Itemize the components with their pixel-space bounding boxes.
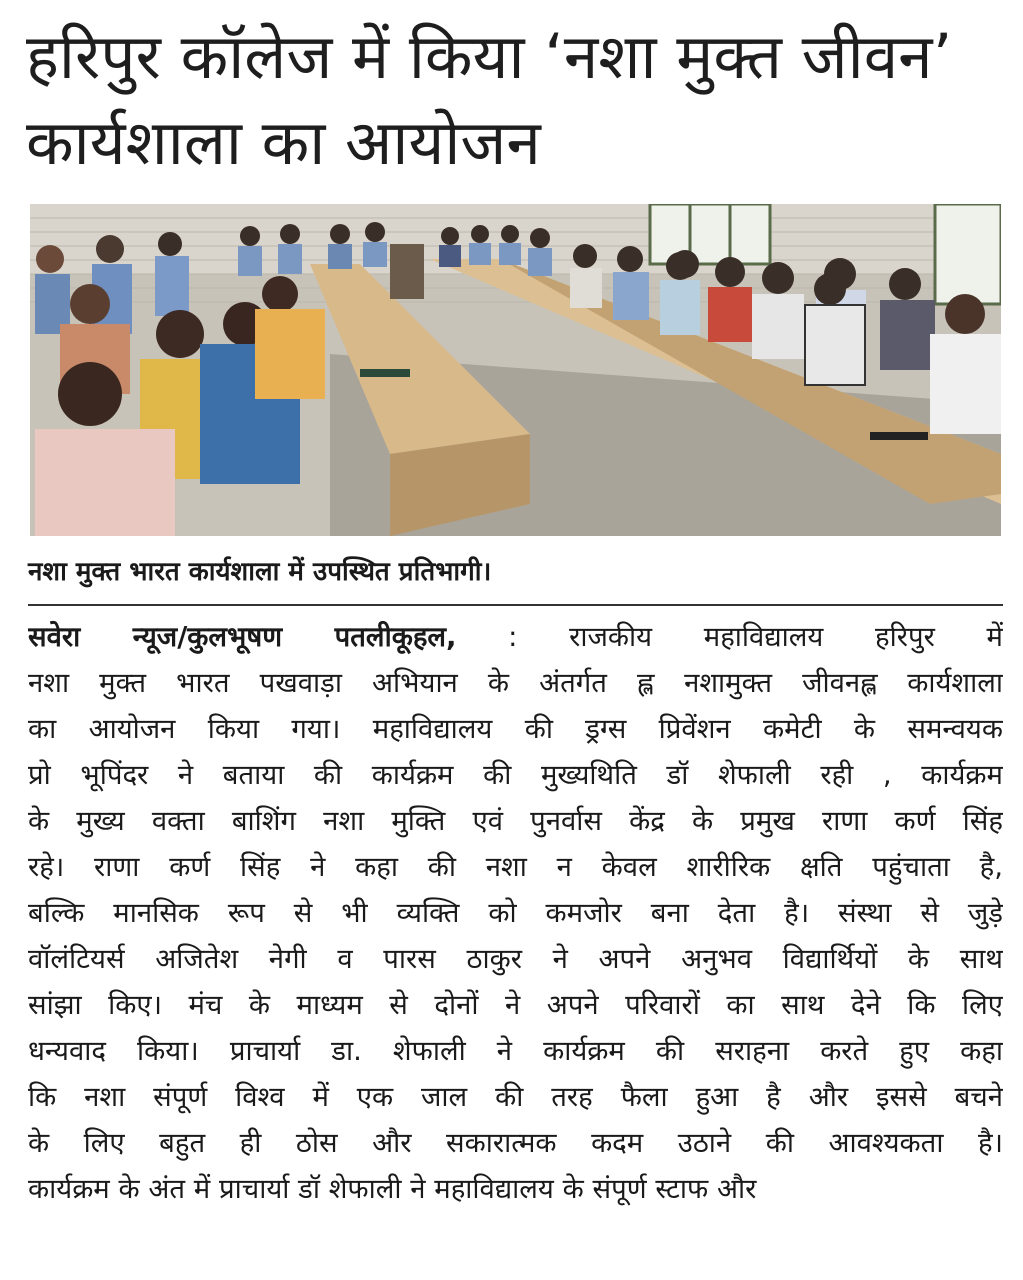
news-photo bbox=[30, 204, 1001, 536]
article-line: धन्यवाद किया। प्राचार्या डा. शेफाली ने कार्यक्रम की सराहना करते हुए कहा bbox=[28, 1035, 1003, 1067]
article-line: कि नशा संपूर्ण विश्व में एक जाल की तरह फैला हुआ है और इससे बचने bbox=[28, 1081, 1003, 1113]
article-line: वॉलंटियर्स अजितेश नेगी व पारस ठाकुर ने अपने अनुभव विद्यार्थियों के साथ bbox=[28, 943, 1003, 975]
headline bbox=[26, 14, 1001, 186]
seminar-photo-icon bbox=[30, 204, 1001, 536]
headline-line-2: कार्यशाला का आयोजन bbox=[26, 106, 541, 179]
divider bbox=[28, 604, 1003, 606]
article-line: कार्यक्रम के अंत में प्राचार्या डॉ शेफाली ने महाविद्यालय के संपूर्ण स्टाफ और bbox=[28, 1173, 757, 1205]
article-line: प्रो भूपिंदर ने बताया की कार्यक्रम की मुख्यथिति डॉ शेफाली रही , कार्यक्रम bbox=[28, 759, 1003, 791]
article-line: बल्कि मानसिक रूप से भी व्यक्ति को कमजोर बना देता है। संस्था से जुड़े bbox=[28, 897, 1003, 929]
article-line: का आयोजन किया गया। महाविद्यालय की ड्रग्स प्रिवेंशन कमेटी के समन्वयक bbox=[28, 713, 1003, 745]
article-line: रहे। राणा कर्ण सिंह ने कहा की नशा न केवल शारीरिक क्षति पहुंचाता है, bbox=[28, 851, 1003, 883]
article-line bbox=[28, 614, 1003, 660]
photo-caption: नशा मुक्त भारत कार्यशाला में उपस्थित प्रतिभागी। bbox=[28, 557, 492, 587]
article-first-line: : राजकीय महाविद्यालय हरिपुर में bbox=[456, 621, 1003, 653]
article-line: सांझा किए। मंच के माध्यम से दोनों ने अपने परिवारों का साथ देने कि लिए bbox=[28, 989, 1003, 1021]
article-line: के मुख्य वक्ता बाशिंग नशा मुक्ति एवं पुनर्वास केंद्र के प्रमुख राणा कर्ण सिंह bbox=[28, 805, 1003, 837]
article-line: के लिए बहुत ही ठोस और सकारात्मक कदम उठाने की आवश्यकता है। bbox=[28, 1127, 1003, 1159]
byline: सवेरा न्यूज/कुलभूषण पतलीकूहल, bbox=[28, 621, 457, 653]
headline-line-1: हरिपुर कॉलेज में किया ‘नशा मुक्त जीवन’ bbox=[26, 20, 953, 93]
article-body bbox=[28, 614, 1003, 1212]
article-line: नशा मुक्त भारत पखवाड़ा अभियान के अंतर्गत ह्ल नशामुक्त जीवनह्ल कार्यशाला bbox=[28, 667, 1003, 699]
